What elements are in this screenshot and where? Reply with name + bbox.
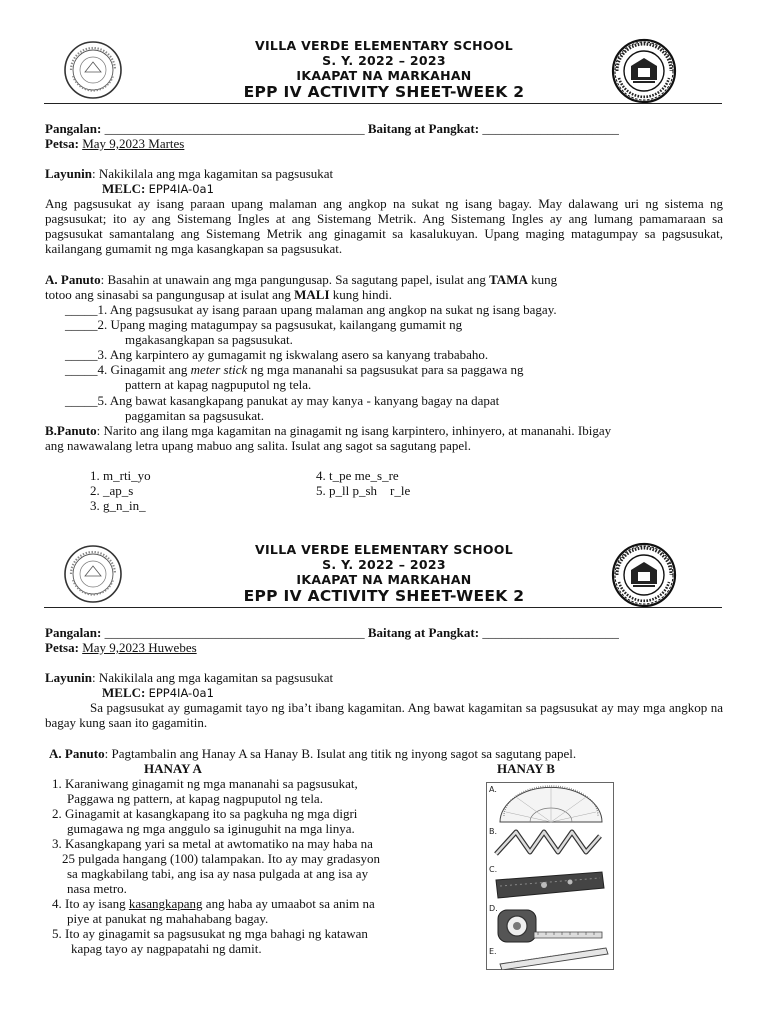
- hanay-a-item-4: [52, 896, 375, 911]
- school-year: S. Y. 2022 – 2023: [322, 557, 446, 572]
- pangalan-label: Pangalan:: [45, 121, 102, 136]
- hanay-a-item-2: 2. Ginagamit at kasangkapang ito sa pagkuha ng mga digri: [52, 806, 358, 821]
- hanay-a-item-5: 5. Ito ay ginagamit sa pagsusukat ng mga bahagi ng katawan: [52, 926, 368, 941]
- hanay-a-item-5-cont: kapag tayo ay nagpapatahi ng damit.: [71, 941, 262, 956]
- hanay-a-item-3-cont1: 25 pulgada hangang (100) talampakan. Ito ay may gradasyon: [62, 851, 381, 866]
- hanay-a-item-3-cont3: nasa metro.: [67, 881, 127, 896]
- date-value: May 9,2023 Martes: [82, 136, 185, 151]
- panuto-a-text: : Pagtambalin ang Hanay A sa Hanay B. Isulat ang titik ng inyong sagot sa sagutang papel.: [104, 746, 577, 761]
- mali-word: MALI: [294, 287, 330, 302]
- panuto-b-label: B.Panuto: [45, 423, 97, 438]
- school-name: VILLA VERDE ELEMENTARY SCHOOL: [255, 542, 513, 557]
- choice-label-b: B.: [489, 827, 498, 836]
- melc-line: [102, 685, 214, 701]
- baitang-blank: _____________________: [479, 625, 619, 640]
- baitang-blank: _____________________: [479, 121, 619, 136]
- pangalan-label: Pangalan:: [45, 625, 102, 640]
- sheet-title: EPP IV ACTIVITY SHEET-WEEK 2: [243, 83, 525, 101]
- panuto-a-label: A. Panuto: [45, 272, 101, 287]
- tf-item-4: [65, 362, 524, 377]
- name-grade-line: [45, 625, 619, 640]
- missing-letter-word-1: 1. m_rti_yo: [90, 468, 151, 483]
- school-name: VILLA VERDE ELEMENTARY SCHOOL: [255, 38, 513, 53]
- panuto-a-text-4: kung hindi.: [329, 287, 392, 302]
- hanay-a-item-1: 1. Karaniwang ginagamit ng mga mananahi sa pagsusukat,: [52, 776, 358, 791]
- panuto-b-text: : Narito ang ilang mga kagamitan na ginagamit ng isang karpintero, inhinyero, at mananahi. Ibigay: [96, 423, 612, 438]
- hanay-a-item-3-cont2: sa magkabilang tabi, ang isa ay nasa pulgada at ang isa ay: [67, 866, 369, 881]
- kasangkapang-word: kasangkapang: [128, 896, 203, 911]
- school-year: S. Y. 2022 – 2023: [322, 53, 446, 68]
- panuto-a-label: A. Panuto: [49, 746, 105, 761]
- panuto-a-text-2: kung: [527, 272, 558, 287]
- panuto-a-line: [49, 746, 576, 761]
- tf-item-1: _____1. Ang pagsusukat ay isang paraan upang malaman ang angkop na sukat ng isang bagay.: [65, 302, 557, 317]
- tf-item-4-pre: _____4. Ginagamit ang: [65, 362, 191, 377]
- melc-label: MELC:: [102, 181, 146, 196]
- missing-letter-word-3: 3. g_n_in_: [90, 498, 146, 513]
- hanay-a-item-3: 3. Kasangkapang yari sa metal at awtomatiko na may haba na: [52, 836, 373, 851]
- panuto-a-text: : Basahin at unawain ang mga pangungusap. Sa sagutang papel, isulat ang: [100, 272, 490, 287]
- date-value: May 9,2023 Huwebes: [82, 640, 197, 655]
- header-divider: [44, 607, 722, 608]
- sheet-header: [0, 38, 768, 102]
- choice-label-a: A.: [489, 785, 497, 794]
- tf-item-2: _____2. Upang maging matagumpay sa pagsusukat, kailangang gumamit ng: [65, 317, 463, 332]
- panuto-a-line2: [45, 287, 392, 302]
- melc-code: EPP4IA-0a1: [148, 686, 214, 700]
- baitang-label: Baitang at Pangkat:: [367, 625, 480, 640]
- hanay-b-tools-image: [486, 782, 614, 970]
- layunin-text: : Nakikilala ang mga kagamitan sa pagsusukat: [91, 166, 334, 181]
- missing-letter-word-5: 5. p_ll p_sh r_le: [316, 483, 411, 498]
- petsa-label: Petsa:: [45, 640, 79, 655]
- missing-letter-word-2: 2. _ap_s: [90, 483, 134, 498]
- layunin-line: [45, 670, 333, 685]
- melc-line: [102, 181, 214, 197]
- panuto-a-line1: [45, 272, 557, 287]
- choice-label-d: D.: [489, 904, 498, 913]
- quarter-label: IKAAPAT NA MARKAHAN: [296, 572, 472, 587]
- panuto-a-text-3: totoo ang sinasabi sa pangungusap at isulat ang: [45, 287, 295, 302]
- layunin-label: Layunin: [45, 670, 92, 685]
- intro-paragraph: Ang pagsusukat ay isang paraan upang malaman ang angkop na sukat ng isang bagay. May dalawang uri ng sistema ng pagsusukat; ito ay ang Sistemang Ingles at ang Sistemang Metrik. Ang Sistemang Ingles ay ang lumang pamamaraan sa pagsusukat samantalang ang Sistemang Metrik ang ginagamit sa kasalukuyan. Upang maging matagumpay sa pagsusukat, kailangang gumamit ng mga kasangkapan sa pagsusukat.: [45, 196, 723, 256]
- hanay-a-item-4-cont: piye at panukat ng mahahabang bagay.: [67, 911, 269, 926]
- meter-stick-term: meter stick: [190, 362, 248, 377]
- hanay-a-item-1-cont: Paggawa ng pattern, at kapag nagpuputol ng tela.: [67, 791, 323, 806]
- panuto-b-line1: [45, 423, 611, 438]
- melc-code: EPP4IA-0a1: [148, 182, 214, 196]
- name-blank: ________________________________________: [101, 121, 368, 136]
- tama-word: TAMA: [489, 272, 528, 287]
- layunin-text: : Nakikilala ang mga kagamitan sa pagsusukat: [91, 670, 334, 685]
- panuto-b-line2: ang nawawalang letra upang mabuo ang salita. Isulat ang sagot sa sagutang papel.: [45, 438, 471, 453]
- date-line: [45, 136, 184, 151]
- melc-label: MELC:: [102, 685, 146, 700]
- tf-item-4-cont: pattern at kapag nagpuputol ng tela.: [125, 377, 312, 392]
- tf-item-5-cont: paggamitan sa pagsusukat.: [125, 408, 264, 423]
- name-blank: ________________________________________: [101, 625, 368, 640]
- baitang-label: Baitang at Pangkat:: [367, 121, 480, 136]
- layunin-line: [45, 166, 333, 181]
- petsa-label: Petsa:: [45, 136, 79, 151]
- choice-label-e: E.: [489, 947, 497, 956]
- header-divider: [44, 103, 722, 104]
- hanay-b-heading: HANAY B: [497, 761, 555, 776]
- hanay-a-item-4-post: ang haba ay umaabot sa anim na: [202, 896, 375, 911]
- tf-item-3: _____3. Ang karpintero ay gumagamit ng iskwalang asero sa kanyang trababaho.: [65, 347, 489, 362]
- tf-item-4-post: ng mga mananahi sa pagsusukat para sa paggawa ng: [247, 362, 524, 377]
- missing-letter-word-4: 4. t_pe me_s_re: [316, 468, 399, 483]
- hanay-a-item-4-pre: 4. Ito ay isang: [52, 896, 129, 911]
- tf-item-2-cont: mgakasangkapan sa pagsusukat.: [125, 332, 293, 347]
- intro-paragraph: Sa pagsusukat ay gumagamit tayo ng iba’t ibang kagamitan. Ang bawat kagamitan sa pagsusukat ay may mga angkop na bagay kung saan ito gagamitin.: [45, 700, 723, 730]
- choice-label-c: C.: [489, 865, 498, 874]
- sheet-title: EPP IV ACTIVITY SHEET-WEEK 2: [243, 587, 525, 605]
- sheet-header: [0, 542, 768, 606]
- date-line: [45, 640, 197, 655]
- quarter-label: IKAAPAT NA MARKAHAN: [296, 68, 472, 83]
- name-grade-line: [45, 121, 619, 136]
- hanay-a-heading: HANAY A: [144, 761, 202, 776]
- layunin-label: Layunin: [45, 166, 92, 181]
- hanay-a-item-2-cont: gumagawa ng mga anggulo sa iginuguhit na mga linya.: [67, 821, 355, 836]
- tf-item-5: _____5. Ang bawat kasangkapang panukat ay may kanya - kanyang bagay na dapat: [65, 393, 500, 408]
